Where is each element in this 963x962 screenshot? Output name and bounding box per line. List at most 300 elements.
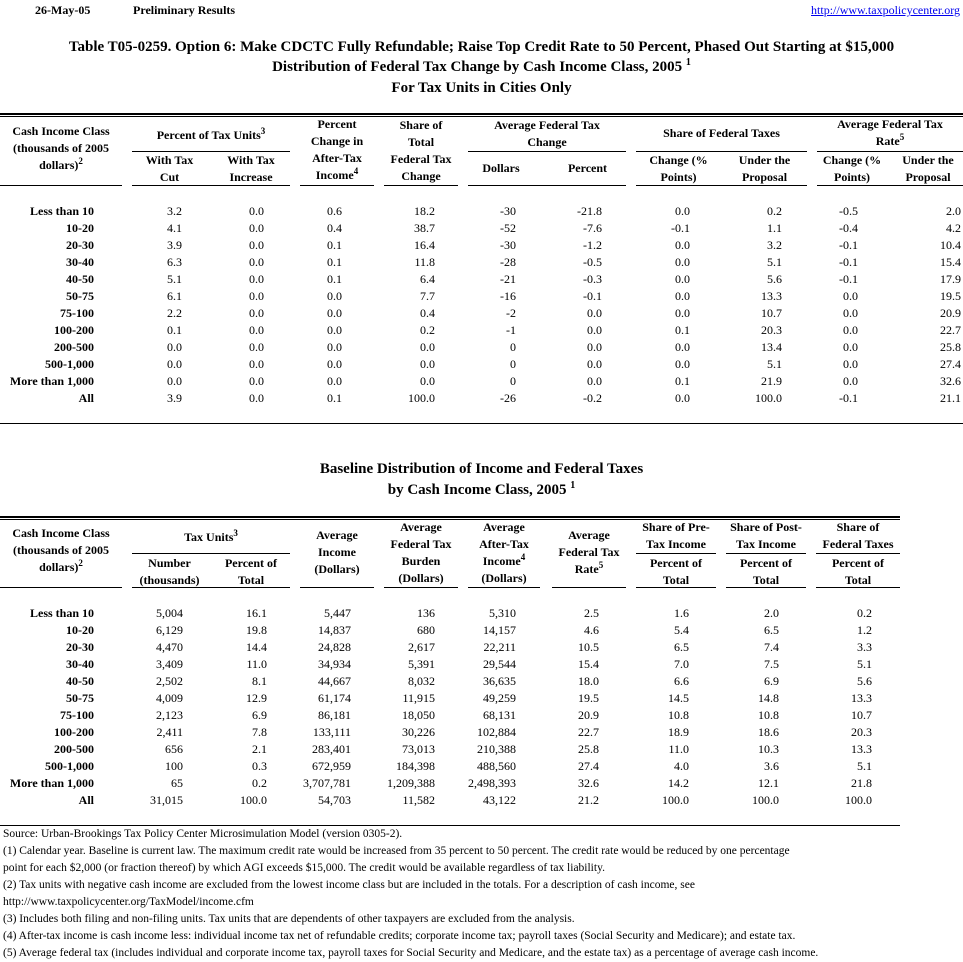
header-line: With Tax bbox=[145, 153, 194, 167]
cell-value: 3.2 bbox=[767, 238, 782, 252]
footnote: (1) Calendar year. Baseline is current law. The maximum credit rate would be increased from 35 percent to 50 percent. The credit rate would be reduced by one percentage bbox=[3, 845, 790, 857]
table-row bbox=[0, 203, 963, 220]
header-line bbox=[0, 157, 122, 174]
cell-value: 22.7 bbox=[940, 323, 961, 337]
table-row bbox=[0, 356, 963, 373]
col-avg-after-tax-income bbox=[468, 519, 540, 587]
header-line: Percent bbox=[317, 117, 357, 131]
cell-value: 11,915 bbox=[402, 691, 435, 705]
cell-value: 0.4 bbox=[420, 306, 435, 320]
col-group-pct-tax-units bbox=[132, 127, 290, 144]
cell-value: 38.7 bbox=[414, 221, 435, 235]
cell-value: 100 bbox=[165, 759, 183, 773]
header-rule bbox=[0, 185, 122, 186]
table-row bbox=[0, 758, 963, 775]
cell-value: 0.0 bbox=[587, 357, 602, 371]
cell-value: 13.4 bbox=[761, 340, 782, 354]
cell-value: 3.2 bbox=[167, 204, 182, 218]
cell-value: 21.9 bbox=[761, 374, 782, 388]
header-line: Income bbox=[318, 545, 356, 559]
cell-value: 4.2 bbox=[946, 221, 961, 235]
header-rule bbox=[468, 587, 540, 588]
table-subtitle bbox=[0, 57, 963, 77]
cell-value: 32.6 bbox=[940, 374, 961, 388]
row-label: 40-50 bbox=[66, 272, 94, 286]
cell-value: -0.5 bbox=[583, 255, 602, 269]
footnote-ref: 4 bbox=[520, 552, 526, 562]
cell-value: 5.1 bbox=[857, 759, 872, 773]
cell-value: -28 bbox=[500, 255, 516, 269]
cell-value: 7.8 bbox=[252, 725, 267, 739]
row-label: More than 1,000 bbox=[9, 374, 94, 388]
cell-value: 210,388 bbox=[477, 742, 516, 756]
cell-value: 6.9 bbox=[252, 708, 267, 722]
header-line bbox=[300, 167, 374, 184]
header-line: Change in bbox=[310, 134, 364, 148]
cell-value: 2.5 bbox=[584, 606, 599, 620]
table-row bbox=[0, 373, 963, 390]
cell-value: 0.2 bbox=[252, 776, 267, 790]
cell-value: 3,707,781 bbox=[303, 776, 351, 790]
header-rule bbox=[636, 587, 716, 588]
cell-value: 6.1 bbox=[167, 289, 182, 303]
group-rule bbox=[636, 553, 716, 554]
cell-value: 25.8 bbox=[578, 742, 599, 756]
cell-value: 29,544 bbox=[483, 657, 516, 671]
cell-value: 19.8 bbox=[246, 623, 267, 637]
col-avg-income bbox=[300, 527, 374, 578]
cell-value: 61,174 bbox=[318, 691, 351, 705]
header-line: Share of bbox=[399, 118, 443, 132]
cell-value: -0.5 bbox=[839, 204, 858, 218]
header-rule bbox=[468, 185, 626, 186]
header-line: Total bbox=[237, 573, 265, 587]
cell-value: 5,391 bbox=[408, 657, 435, 671]
table-row bbox=[0, 622, 963, 639]
header-line: Percent of bbox=[224, 556, 278, 570]
col-group-share-fed-taxes: Share of Federal Taxes bbox=[663, 126, 780, 140]
cell-value: -7.6 bbox=[583, 221, 602, 235]
cell-value: 13.3 bbox=[761, 289, 782, 303]
footnote-ref: 2 bbox=[78, 156, 83, 166]
report-date: 26-May-05 bbox=[35, 3, 91, 17]
cell-value: 18,050 bbox=[402, 708, 435, 722]
cell-value: 4,470 bbox=[156, 640, 183, 654]
table-row bbox=[0, 254, 963, 271]
cell-value: 16.4 bbox=[414, 238, 435, 252]
cell-value: 0.0 bbox=[587, 306, 602, 320]
footnote-ref: 5 bbox=[899, 132, 905, 142]
row-label: 30-40 bbox=[66, 255, 94, 269]
cell-value: 0.0 bbox=[843, 289, 858, 303]
table-row bbox=[0, 690, 963, 707]
row-label: 50-75 bbox=[66, 691, 94, 705]
cell-value: 4.6 bbox=[584, 623, 599, 637]
col-share-posttax bbox=[726, 519, 806, 553]
cell-value: 18.0 bbox=[578, 674, 599, 688]
col-share-fed-taxes bbox=[816, 519, 900, 553]
header-rule bbox=[132, 587, 290, 588]
cell-value: 136 bbox=[417, 606, 435, 620]
cell-value: 0.0 bbox=[843, 323, 858, 337]
cell-value: -0.4 bbox=[839, 221, 858, 235]
cell-value: 0.1 bbox=[675, 374, 690, 388]
footnote: (2) Tax units with negative cash income are excluded from the lowest income class but are included in the totals. For a description of cash income, see bbox=[3, 879, 695, 891]
cell-value: 36,635 bbox=[483, 674, 516, 688]
cell-value: 0.0 bbox=[249, 306, 264, 320]
cell-value: 7.5 bbox=[764, 657, 779, 671]
header-line: Share of Pre- bbox=[642, 520, 710, 534]
header-line: Average Federal Tax bbox=[837, 117, 943, 131]
col-share-posttax-pct bbox=[726, 555, 806, 589]
cell-value: 0.0 bbox=[675, 204, 690, 218]
cell-value: 0.0 bbox=[249, 289, 264, 303]
cell-value: 0.0 bbox=[587, 340, 602, 354]
table-row bbox=[0, 322, 963, 339]
header-rule bbox=[726, 587, 806, 588]
cell-value: 19.5 bbox=[940, 289, 961, 303]
cell-value: 20.9 bbox=[940, 306, 961, 320]
footnote: http://www.taxpolicycenter.org/TaxModel/income.cfm bbox=[3, 896, 254, 908]
table-title: Table T05-0259. Option 6: Make CDCTC Fully Refundable; Raise Top Credit Rate to 50 Percent, Phased Out Starting at $15,000 bbox=[68, 39, 895, 55]
footnote-ref: 4 bbox=[353, 166, 359, 176]
header-line: With Tax bbox=[227, 153, 275, 167]
header-line: Change (% bbox=[822, 153, 882, 167]
cell-value: 3.6 bbox=[764, 759, 779, 773]
table-row bbox=[0, 605, 963, 622]
cell-value: 0 bbox=[510, 374, 516, 388]
header-rule bbox=[132, 185, 290, 186]
cell-value: 100.0 bbox=[755, 391, 782, 405]
cell-value: 0.1 bbox=[327, 238, 342, 252]
cell-value: 54,703 bbox=[318, 793, 351, 807]
group-rule bbox=[132, 553, 290, 554]
table-scope: For Tax Units in Cities Only bbox=[391, 80, 572, 96]
taxpolicycenter-link[interactable]: http://www.taxpolicycenter.org bbox=[811, 3, 960, 17]
cell-value: 0.0 bbox=[675, 391, 690, 405]
table-row bbox=[0, 741, 963, 758]
header-line bbox=[0, 559, 122, 576]
cell-value: 0.0 bbox=[249, 221, 264, 235]
cell-value: 6.6 bbox=[674, 674, 689, 688]
cell-value: 8,032 bbox=[408, 674, 435, 688]
header-line: After-Tax bbox=[479, 537, 529, 551]
cell-value: 5.6 bbox=[767, 272, 782, 286]
header-line: Under the bbox=[738, 153, 791, 167]
cell-value: 1.6 bbox=[674, 606, 689, 620]
cell-value: 0.0 bbox=[167, 357, 182, 371]
cell-value: 0.1 bbox=[167, 323, 182, 337]
row-label: 20-30 bbox=[66, 238, 94, 252]
col-share-pretax-pct bbox=[636, 555, 716, 589]
footnote: (3) Includes both filing and non-filing units. Tax units that are dependents of other taxpayers are excluded from the analysis. bbox=[3, 913, 575, 925]
header-rule bbox=[384, 587, 458, 588]
cell-value: 0.0 bbox=[249, 272, 264, 286]
cell-value: 1.2 bbox=[857, 623, 872, 637]
cell-value: 6.9 bbox=[764, 674, 779, 688]
cell-value: 5.6 bbox=[857, 674, 872, 688]
cell-value: 4,009 bbox=[156, 691, 183, 705]
header-line bbox=[468, 553, 540, 570]
header-line: Tax Income bbox=[736, 537, 796, 551]
header-line: Percent of bbox=[831, 556, 885, 570]
cell-value: 0.0 bbox=[249, 374, 264, 388]
col-group-tax-units bbox=[132, 529, 290, 546]
cell-value: 12.9 bbox=[246, 691, 267, 705]
cell-value: 18.2 bbox=[414, 204, 435, 218]
cell-value: 680 bbox=[417, 623, 435, 637]
cell-value: 11.0 bbox=[668, 742, 689, 756]
cell-value: 0.3 bbox=[252, 759, 267, 773]
cell-value: 10.7 bbox=[761, 306, 782, 320]
cell-value: 2.0 bbox=[946, 204, 961, 218]
cell-value: -0.1 bbox=[583, 289, 602, 303]
table-row bbox=[0, 237, 963, 254]
cell-value: 14.8 bbox=[758, 691, 779, 705]
header-rule bbox=[300, 587, 374, 588]
table-row bbox=[0, 271, 963, 288]
cell-value: 32.6 bbox=[578, 776, 599, 790]
cell-value: 22.7 bbox=[578, 725, 599, 739]
cell-value: -26 bbox=[500, 391, 516, 405]
cell-value: 0 bbox=[510, 357, 516, 371]
header-text: Rate bbox=[574, 562, 599, 576]
cell-value: 2,498,393 bbox=[468, 776, 516, 790]
table-row bbox=[0, 707, 963, 724]
source-note: Source: Urban-Brookings Tax Policy Center Microsimulation Model (version 0305-2). bbox=[3, 828, 403, 840]
cell-value: 7.7 bbox=[420, 289, 435, 303]
cell-value: 0.0 bbox=[675, 289, 690, 303]
header-rule bbox=[636, 185, 807, 186]
cell-value: -0.2 bbox=[583, 391, 602, 405]
header-rule bbox=[817, 185, 963, 186]
header-line: Share of bbox=[836, 520, 880, 534]
col-share-total-change bbox=[384, 117, 458, 185]
cell-value: -21.8 bbox=[577, 204, 602, 218]
header-line: Proposal bbox=[741, 170, 788, 184]
header-line: Points) bbox=[660, 170, 697, 184]
header-line bbox=[817, 133, 963, 150]
cell-value: 19.5 bbox=[578, 691, 599, 705]
table-row bbox=[0, 288, 963, 305]
col-group-avg-fed-tax-rate bbox=[817, 116, 963, 150]
cell-value: -0.1 bbox=[839, 391, 858, 405]
table-row bbox=[0, 673, 963, 690]
cell-value: -30 bbox=[500, 238, 516, 252]
cell-value: 14.5 bbox=[668, 691, 689, 705]
cell-value: 0.0 bbox=[327, 374, 342, 388]
cell-value: 0.0 bbox=[675, 255, 690, 269]
footnote-ref: 1 bbox=[685, 57, 691, 68]
group-rule bbox=[468, 151, 626, 152]
cell-value: 4.0 bbox=[674, 759, 689, 773]
header-line: Average bbox=[483, 520, 525, 534]
header-line: Number bbox=[148, 556, 191, 570]
header-line: (Dollars) bbox=[314, 562, 360, 576]
cell-value: 44,667 bbox=[318, 674, 351, 688]
row-label: 100-200 bbox=[54, 725, 94, 739]
cell-value: 0.0 bbox=[249, 391, 264, 405]
row-label: 200-500 bbox=[54, 340, 94, 354]
header-line: Total bbox=[752, 573, 780, 587]
header-line: Federal Taxes bbox=[822, 537, 894, 551]
cell-value: 0.0 bbox=[249, 357, 264, 371]
cell-value: 0.0 bbox=[249, 255, 264, 269]
header-line: (thousands of 2005 bbox=[12, 543, 110, 557]
footnote: point for each $2,000 (or fraction thereof) by which AGI exceeds $15,000. The credit would be available regardless of tax liability. bbox=[3, 862, 605, 874]
cell-value: 7.0 bbox=[674, 657, 689, 671]
row-label: 100-200 bbox=[54, 323, 94, 337]
table-row bbox=[0, 639, 963, 656]
header-rule bbox=[552, 587, 626, 588]
cell-value: 49,259 bbox=[483, 691, 516, 705]
cell-value: 283,401 bbox=[312, 742, 351, 756]
cell-value: 0.2 bbox=[857, 606, 872, 620]
cell-value: 17.9 bbox=[940, 272, 961, 286]
cell-value: 488,560 bbox=[477, 759, 516, 773]
row-label: All bbox=[78, 391, 94, 405]
col-percent-of-total bbox=[212, 555, 290, 589]
row-label: 75-100 bbox=[60, 306, 94, 320]
cell-value: 4.1 bbox=[167, 221, 182, 235]
footnote: (4) After-tax income is cash income less: individual income tax net of refundable credits; corporate income tax; payroll taxes (Social Security and Medicare); and estate tax. bbox=[3, 930, 796, 942]
table-row bbox=[0, 656, 963, 673]
subtitle-text: by Cash Income Class, 2005 bbox=[387, 482, 567, 498]
footnote-ref: 3 bbox=[233, 528, 238, 538]
cell-value: 11.8 bbox=[414, 255, 435, 269]
cell-value: 10.4 bbox=[940, 238, 961, 252]
row-label: 50-75 bbox=[66, 289, 94, 303]
cell-value: 0.0 bbox=[675, 357, 690, 371]
cell-value: 0.0 bbox=[675, 306, 690, 320]
cell-value: 11.0 bbox=[246, 657, 267, 671]
cell-value: 11,582 bbox=[402, 793, 435, 807]
header-line: (Dollars) bbox=[481, 571, 527, 585]
table-row bbox=[0, 724, 963, 741]
cell-value: -52 bbox=[500, 221, 516, 235]
cell-value: 0.1 bbox=[327, 272, 342, 286]
header-line: Cash Income Class bbox=[12, 526, 110, 540]
cell-value: 0.0 bbox=[327, 306, 342, 320]
header-line: Average Federal Tax bbox=[494, 118, 600, 132]
header-line: Change bbox=[527, 135, 567, 149]
cell-value: 100.0 bbox=[752, 793, 779, 807]
header-text: Tax Units bbox=[184, 530, 234, 544]
cell-value: -0.1 bbox=[839, 255, 858, 269]
table-row bbox=[0, 390, 963, 407]
header-text: dollars) bbox=[39, 560, 79, 574]
cell-value: 0.1 bbox=[675, 323, 690, 337]
cell-value: 0.1 bbox=[327, 391, 342, 405]
cell-value: -0.1 bbox=[839, 272, 858, 286]
cell-value: 6.5 bbox=[764, 623, 779, 637]
col-income-class bbox=[0, 525, 122, 576]
table-row bbox=[0, 220, 963, 237]
cell-value: 0.0 bbox=[167, 374, 182, 388]
cell-value: 31,015 bbox=[150, 793, 183, 807]
table-row bbox=[0, 775, 963, 792]
cell-value: 2,502 bbox=[156, 674, 183, 688]
cell-value: 3.3 bbox=[857, 640, 872, 654]
header-line: Federal Tax bbox=[558, 545, 620, 559]
col-pct-change-after-tax bbox=[300, 116, 374, 184]
cell-value: -0.3 bbox=[583, 272, 602, 286]
cell-value: 133,111 bbox=[312, 725, 351, 739]
cell-value: 0.0 bbox=[843, 374, 858, 388]
cell-value: 1.1 bbox=[767, 221, 782, 235]
footnote-ref: 3 bbox=[260, 126, 266, 136]
header-line: Federal Tax bbox=[390, 152, 452, 166]
table1-bottom-rule bbox=[0, 423, 963, 424]
header-text: Income bbox=[315, 168, 354, 182]
table-row bbox=[0, 339, 963, 356]
cell-value: 5.1 bbox=[767, 255, 782, 269]
cell-value: 1,209,388 bbox=[387, 776, 435, 790]
header-line: Percent of bbox=[739, 556, 793, 570]
header-line bbox=[552, 561, 626, 578]
cell-value: 10.8 bbox=[668, 708, 689, 722]
row-label: 10-20 bbox=[66, 221, 94, 235]
header-line: Share of Post- bbox=[730, 520, 802, 534]
header-line: Change (% bbox=[649, 153, 708, 167]
cell-value: 10.8 bbox=[758, 708, 779, 722]
row-label: 75-100 bbox=[60, 708, 94, 722]
cell-value: 0.0 bbox=[327, 289, 342, 303]
cell-value: 0.0 bbox=[167, 340, 182, 354]
cell-value: 2,411 bbox=[156, 725, 183, 739]
cell-value: 43,122 bbox=[483, 793, 516, 807]
cell-value: 2,123 bbox=[156, 708, 183, 722]
cell-value: 10.5 bbox=[578, 640, 599, 654]
cell-value: 0.0 bbox=[675, 340, 690, 354]
cell-value: 18.9 bbox=[668, 725, 689, 739]
cell-value: 3,409 bbox=[156, 657, 183, 671]
cell-value: 7.4 bbox=[764, 640, 779, 654]
header-text: Income bbox=[482, 554, 521, 568]
cell-value: 5.4 bbox=[674, 623, 689, 637]
cell-value: 0.0 bbox=[249, 323, 264, 337]
cell-value: 5.1 bbox=[167, 272, 182, 286]
col-share-pretax bbox=[636, 519, 716, 553]
cell-value: 34,934 bbox=[318, 657, 351, 671]
cell-value: 0.0 bbox=[327, 323, 342, 337]
cell-value: 0.0 bbox=[843, 357, 858, 371]
cell-value: 672,959 bbox=[312, 759, 351, 773]
col-dollars: Dollars bbox=[482, 161, 520, 175]
cell-value: -21 bbox=[500, 272, 516, 286]
cell-value: -2 bbox=[506, 306, 516, 320]
header-text: Rate bbox=[875, 134, 900, 148]
row-label: All bbox=[78, 793, 94, 807]
cell-value: 14.4 bbox=[246, 640, 267, 654]
cell-value: 20.3 bbox=[851, 725, 872, 739]
cell-value: 5,310 bbox=[489, 606, 516, 620]
report-status: Preliminary Results bbox=[133, 3, 236, 17]
baseline-title: Baseline Distribution of Income and Federal Taxes bbox=[319, 461, 644, 477]
subtitle-text: Distribution of Federal Tax Change by Cash Income Class, 2005 bbox=[272, 59, 683, 75]
header-rule bbox=[300, 185, 374, 186]
cell-value: 6.3 bbox=[167, 255, 182, 269]
cell-value: 21.8 bbox=[851, 776, 872, 790]
header-rule bbox=[816, 587, 900, 588]
header-line: Change bbox=[401, 169, 441, 183]
cell-value: -1.2 bbox=[583, 238, 602, 252]
table-row bbox=[0, 305, 963, 322]
cell-value: 10.7 bbox=[851, 708, 872, 722]
cell-value: 12.1 bbox=[758, 776, 779, 790]
cell-value: -30 bbox=[500, 204, 516, 218]
cell-value: 0.0 bbox=[675, 238, 690, 252]
